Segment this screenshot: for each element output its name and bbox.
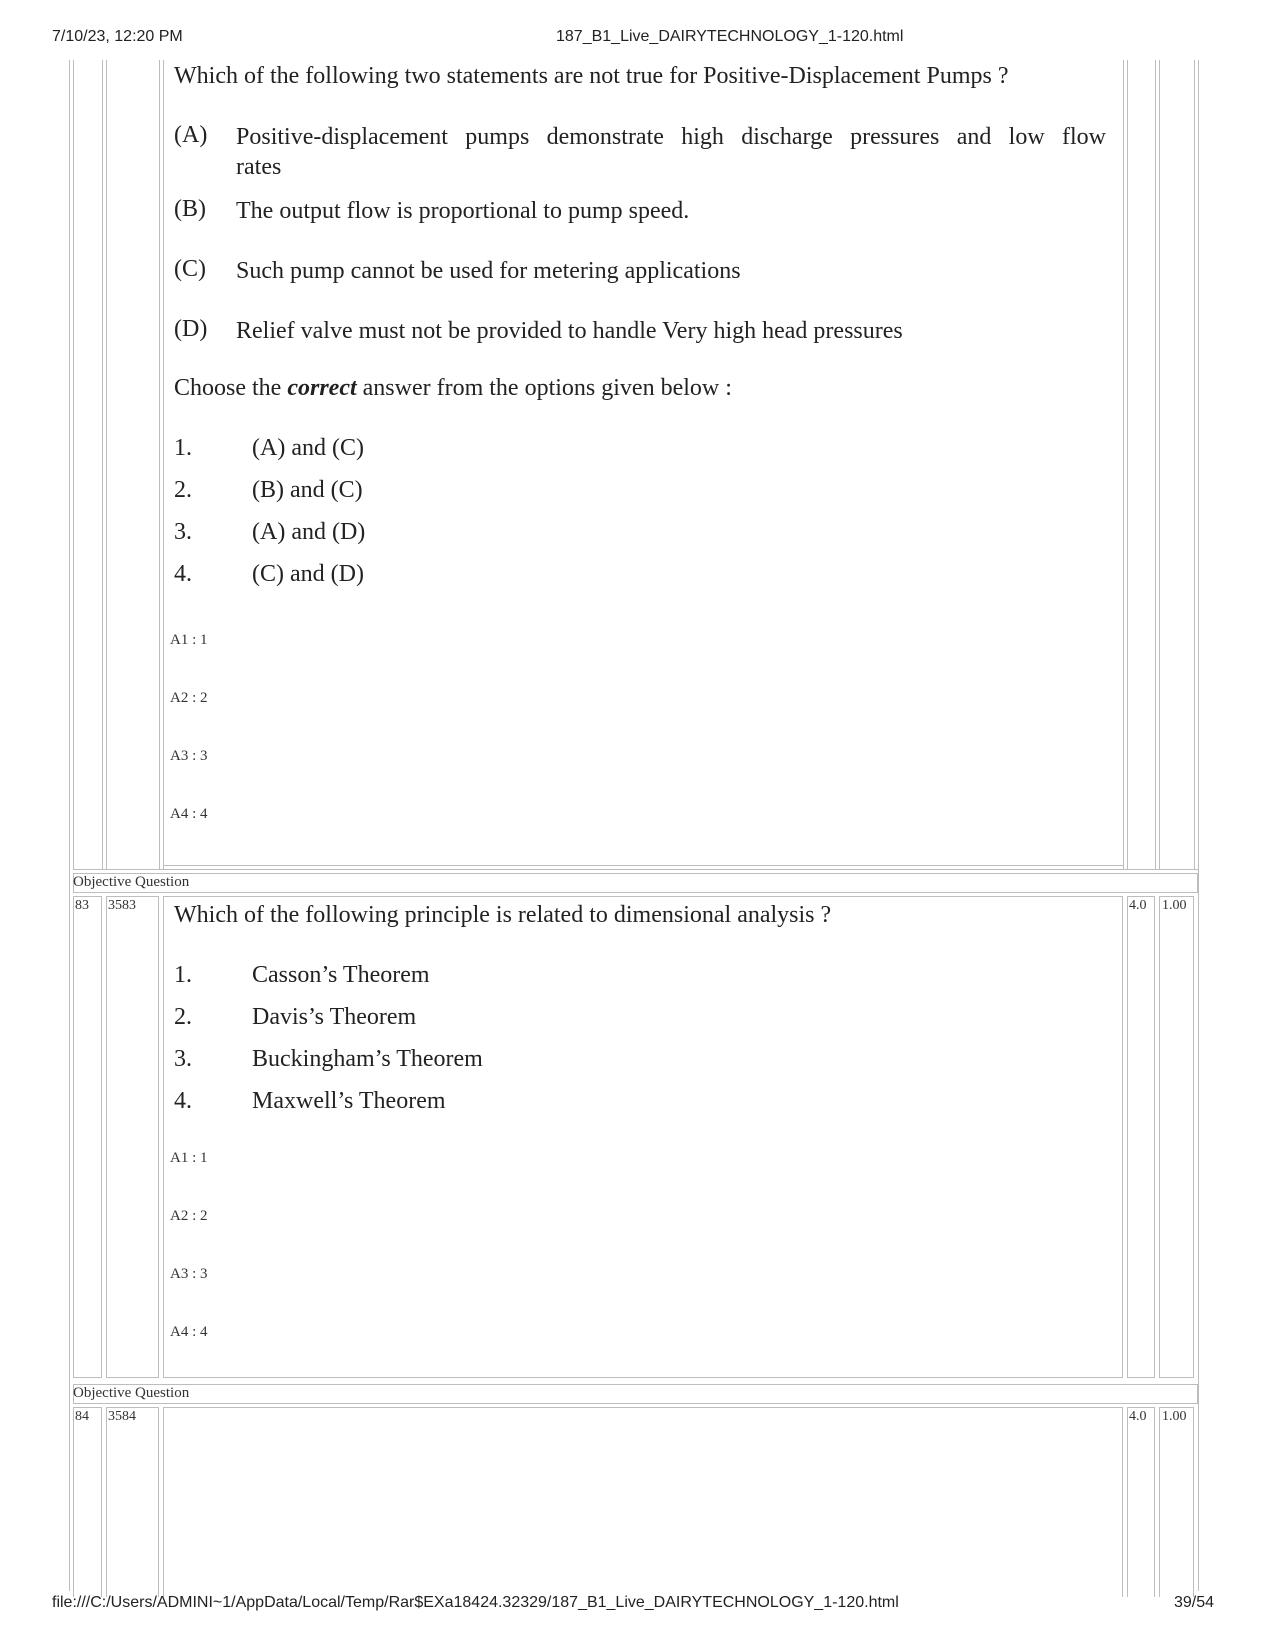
q82-stmt-d-letter: (D) xyxy=(174,316,208,342)
q83-qid-cell xyxy=(106,896,159,1378)
q83-sno: 83 xyxy=(75,898,89,913)
q82-stmt-c-letter: (C) xyxy=(174,256,206,282)
q82-answer-1: A1 : 1 xyxy=(170,632,208,648)
table-border-right xyxy=(1198,60,1199,1591)
col-marks-border-inner xyxy=(1127,60,1128,870)
q82-instruction-pre: Choose the xyxy=(174,375,288,401)
table-border-left xyxy=(69,60,70,1591)
q83-answer-4: A4 : 4 xyxy=(170,1324,208,1340)
q82-stmt-a-text xyxy=(236,122,1106,182)
q82-instruction-post: answer from the options given below : xyxy=(356,375,732,401)
q83-opt3-num: 3. xyxy=(174,1046,192,1072)
q82-stmt-b-letter: (B) xyxy=(174,196,206,222)
q83-type-label: Objective Question xyxy=(73,874,190,890)
q83-opt1-text: Casson’s Theorem xyxy=(252,962,430,988)
q83-answer-1: A1 : 1 xyxy=(170,1150,208,1166)
q82-opt3-num: 3. xyxy=(174,519,192,545)
q82-stmt-a-line2: rates xyxy=(236,154,282,180)
q83-opt2-num: 2. xyxy=(174,1004,192,1030)
print-datetime: 7/10/23, 12:20 PM xyxy=(52,28,183,45)
q82-cell-bottom xyxy=(163,865,1123,866)
q83-marks: 4.0 xyxy=(1129,898,1147,913)
q84-negative: 1.00 xyxy=(1162,1409,1187,1424)
q84-sno: 84 xyxy=(75,1409,89,1424)
col-qid-border xyxy=(106,60,107,870)
q82-stmt-d-text: Relief valve must not be provided to handle Very high head pressures xyxy=(236,318,903,344)
q83-type-row xyxy=(73,873,1198,893)
q83-opt1-num: 1. xyxy=(174,962,192,988)
q84-question-cell xyxy=(163,1407,1123,1597)
q84-qid-cell xyxy=(106,1407,159,1597)
q82-instruction-em: correct xyxy=(287,375,357,401)
q82-answer-3: A3 : 3 xyxy=(170,748,208,764)
q83-opt2-text: Davis’s Theorem xyxy=(252,1004,417,1030)
col-question-border xyxy=(159,60,160,870)
q82-row-bottom xyxy=(73,869,1198,870)
q82-opt1-num: 1. xyxy=(174,435,192,461)
q84-type-label: Objective Question xyxy=(73,1385,190,1401)
q82-opt4-num: 4. xyxy=(174,561,192,587)
q84-sno-cell xyxy=(73,1407,102,1597)
q82-answer-2: A2 : 2 xyxy=(170,690,208,706)
q82-stmt-c-text: Such pump cannot be used for metering applications xyxy=(236,258,741,284)
q83-opt3-text: Buckingham’s Theorem xyxy=(252,1046,483,1072)
col-neg-border-inner xyxy=(1159,60,1160,870)
q82-instruction xyxy=(174,375,732,402)
q83-negative-cell xyxy=(1159,896,1194,1378)
col-neg-border xyxy=(1155,60,1156,870)
col-question-border-inner xyxy=(163,60,164,870)
table-border-right-inner xyxy=(1194,60,1195,870)
print-file-path: file:///C:/Users/ADMINI~1/AppData/Local/Temp/Rar$EXa18424.32329/187_B1_Live_DAIRYTECHNOLOGY_1-120.html xyxy=(52,1594,899,1611)
q82-stmt-a-letter: (A) xyxy=(174,122,208,148)
q83-marks-cell xyxy=(1127,896,1155,1378)
q84-type-row xyxy=(73,1384,1198,1404)
q84-negative-cell xyxy=(1159,1407,1194,1597)
q83-answer-3: A3 : 3 xyxy=(170,1266,208,1282)
q82-opt1-text: (A) and (C) xyxy=(252,435,364,461)
q83-question: Which of the following principle is related to dimensional analysis ? xyxy=(174,902,832,928)
q82-question: Which of the following two statements are not true for Positive-Displacement Pumps ? xyxy=(174,63,1009,89)
q83-qid: 3583 xyxy=(108,898,136,913)
q83-negative: 1.00 xyxy=(1162,898,1187,913)
q83-answer-2: A2 : 2 xyxy=(170,1208,208,1224)
table-border-left-inner xyxy=(73,60,74,870)
q82-opt4-text: (C) and (D) xyxy=(252,561,364,587)
q83-opt4-num: 4. xyxy=(174,1088,192,1114)
q84-marks-cell xyxy=(1127,1407,1155,1597)
print-title: 187_B1_Live_DAIRYTECHNOLOGY_1-120.html xyxy=(556,28,904,45)
q82-stmt-a-line1: Positive-displacement pumps demonstrate high discharge pressures and low flow xyxy=(236,124,1106,150)
q82-answer-4: A4 : 4 xyxy=(170,806,208,822)
col-marks-border xyxy=(1123,60,1124,870)
q84-qid: 3584 xyxy=(108,1409,136,1424)
q83-sno-cell xyxy=(73,896,102,1378)
q82-stmt-b-text: The output flow is proportional to pump speed. xyxy=(236,198,690,224)
q84-marks: 4.0 xyxy=(1129,1409,1147,1424)
print-page-number: 39/54 xyxy=(1174,1594,1215,1611)
q82-opt2-text: (B) and (C) xyxy=(252,477,363,503)
q82-opt3-text: (A) and (D) xyxy=(252,519,366,545)
q83-opt4-text: Maxwell’s Theorem xyxy=(252,1088,446,1114)
q82-opt2-num: 2. xyxy=(174,477,192,503)
col-sno-border xyxy=(102,60,103,870)
